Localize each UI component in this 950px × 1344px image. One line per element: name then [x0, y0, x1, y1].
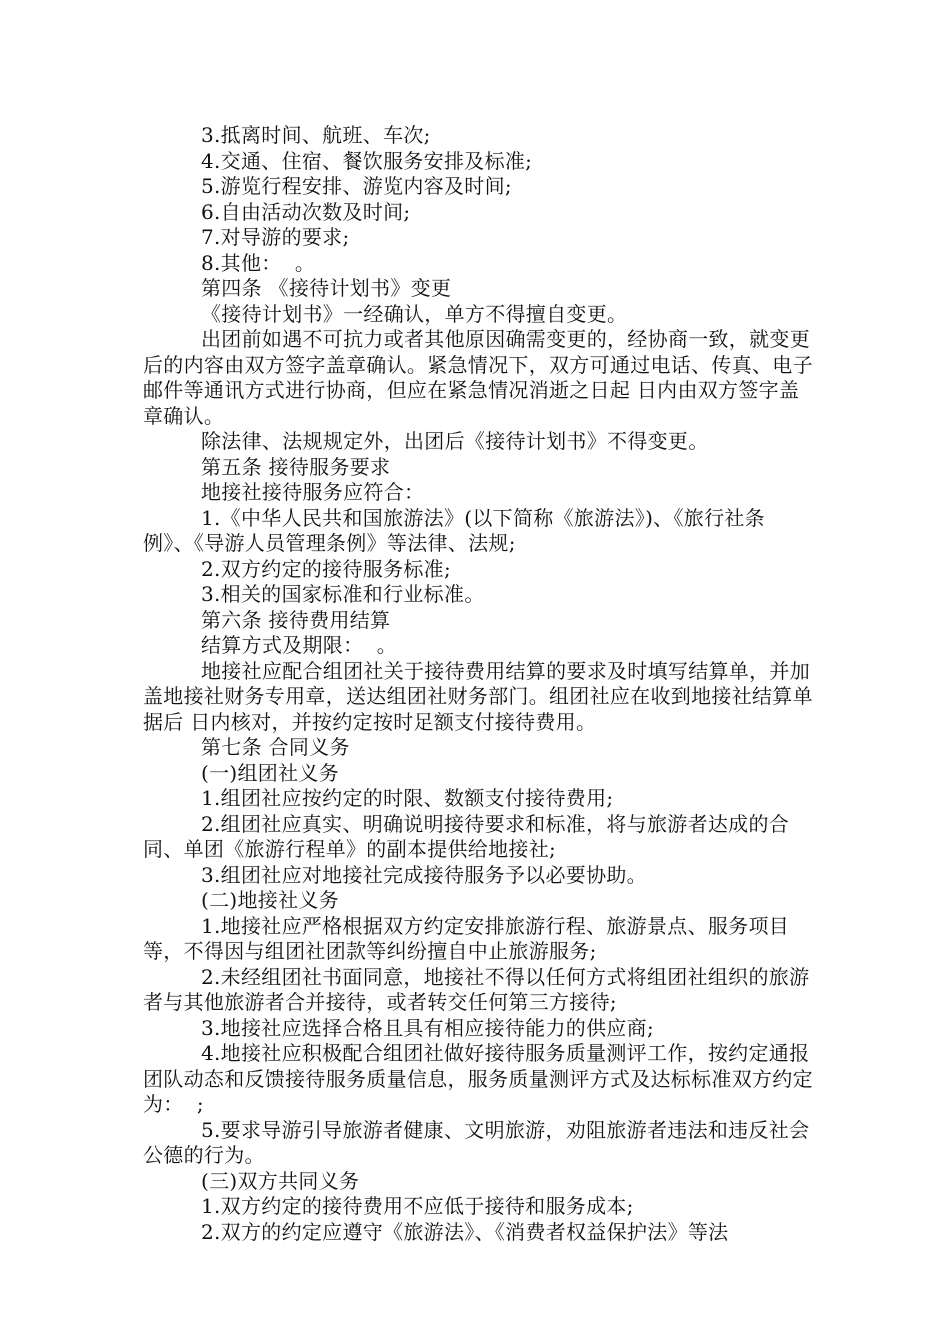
article-4-para-2: 出团前如遇不可抗力或者其他原因确需变更的，经协商一致，就变更后的内容由双方签字盖章确认。紧急情况下，双方可通过电话、传真、电子邮件等通讯方式进行协商，但应在紧急情况消逝之日起 日内由双方签字盖章确认。 — [143, 327, 813, 428]
item-6-free-activities: 6.自由活动次数及时间; — [201, 199, 411, 224]
local-agency-obligation-1: 1.地接社应严格根据双方约定安排旅游行程、旅游景点、服务项目等，不得因与组团社团款等纠纷擅自中止旅游服务; — [143, 913, 790, 963]
contract-text — [143, 123, 815, 1245]
joint-obligation-1: 1.双方约定的接待费用不应低于接待和服务成本; — [201, 1194, 634, 1218]
local-agency-obligation-4: 4.地接社应积极配合组团社做好接待服务质量测评工作，按约定通报团队动态和反馈接待服务质量信息，服务质量测评方式及达标标准双方约定为： ; — [143, 1041, 813, 1116]
joint-obligations-heading: (三)双方共同义务 — [201, 1168, 360, 1193]
item-8-other: 8.其他： 。 — [201, 250, 316, 275]
item-5-itinerary: 5.游览行程安排、游览内容及时间; — [201, 174, 512, 198]
local-agency-obligation-3: 3.地接社应选择合格且具有相应接待能力的供应商; — [201, 1015, 655, 1040]
article-5-heading: 第五条 接待服务要求 — [201, 454, 391, 479]
article-5-item-3: 3.相关的国家标准和行业标准。 — [201, 582, 485, 606]
joint-obligation-2: 2.双方的约定应遵守《旅游法》、《消费者权益保护法》等法 — [201, 1219, 729, 1244]
article-5-item-1: 1.《中华人民共和国旅游法》(以下简称《旅游法》)、《旅行社条例》、《导游人员管理条例》等法律、法规; — [143, 505, 765, 555]
local-agency-obligation-2: 2.未经组团社书面同意，地接社不得以任何方式将组团社组织的旅游者与其他旅游者合并接待，或者转交任何第三方接待; — [143, 964, 810, 1014]
local-agency-obligation-5: 5.要求导游引导旅游者健康、文明旅游，劝阻旅游者违法和违反社会公德的行为。 — [143, 1117, 810, 1167]
organizer-obligation-1: 1.组团社应按约定的时限、数额支付接待费用; — [201, 786, 614, 810]
article-7-heading: 第七条 合同义务 — [201, 735, 350, 759]
item-7-guide-requirements: 7.对导游的要求; — [201, 225, 350, 249]
article-4-para-3: 除法律、法规规定外，出团后《接待计划书》不得变更。 — [201, 429, 709, 453]
local-agency-obligations-heading: (二)地接社义务 — [201, 888, 340, 912]
organizer-obligation-2: 2.组团社应真实、明确说明接待要求和标准，将与旅游者达成的合同、单团《旅游行程单》的副本提供给地接社; — [143, 811, 790, 861]
article-5-intro: 地接社接待服务应符合： — [201, 480, 425, 504]
article-4-heading: 第四条 《接待计划书》变更 — [201, 276, 452, 300]
article-4-para-1: 《接待计划书》一经确认，单方不得擅自变更。 — [201, 301, 628, 326]
organizer-obligation-3: 3.组团社应对地接社完成接待服务予以必要协助。 — [201, 862, 647, 887]
article-5-item-2: 2.双方约定的接待服务标准; — [201, 556, 452, 581]
article-6-heading: 第六条 接待费用结算 — [201, 607, 391, 632]
organizer-obligations-heading: (一)组团社义务 — [201, 760, 340, 785]
article-6-settlement-process: 地接社应配合组团社关于接待费用结算的要求及时填写结算单，并加盖地接社财务专用章，送达组团社财务部门。组团社应在收到地接社结算单据后 日内核对，并按约定按时足额支付接待费用。 — [143, 658, 813, 734]
item-4-transport-lodging: 4.交通、住宿、餐饮服务安排及标准; — [201, 148, 533, 173]
article-6-settlement-method: 结算方式及期限： 。 — [201, 633, 398, 657]
item-3-departure-time: 3.抵离时间、航班、车次; — [201, 123, 431, 147]
